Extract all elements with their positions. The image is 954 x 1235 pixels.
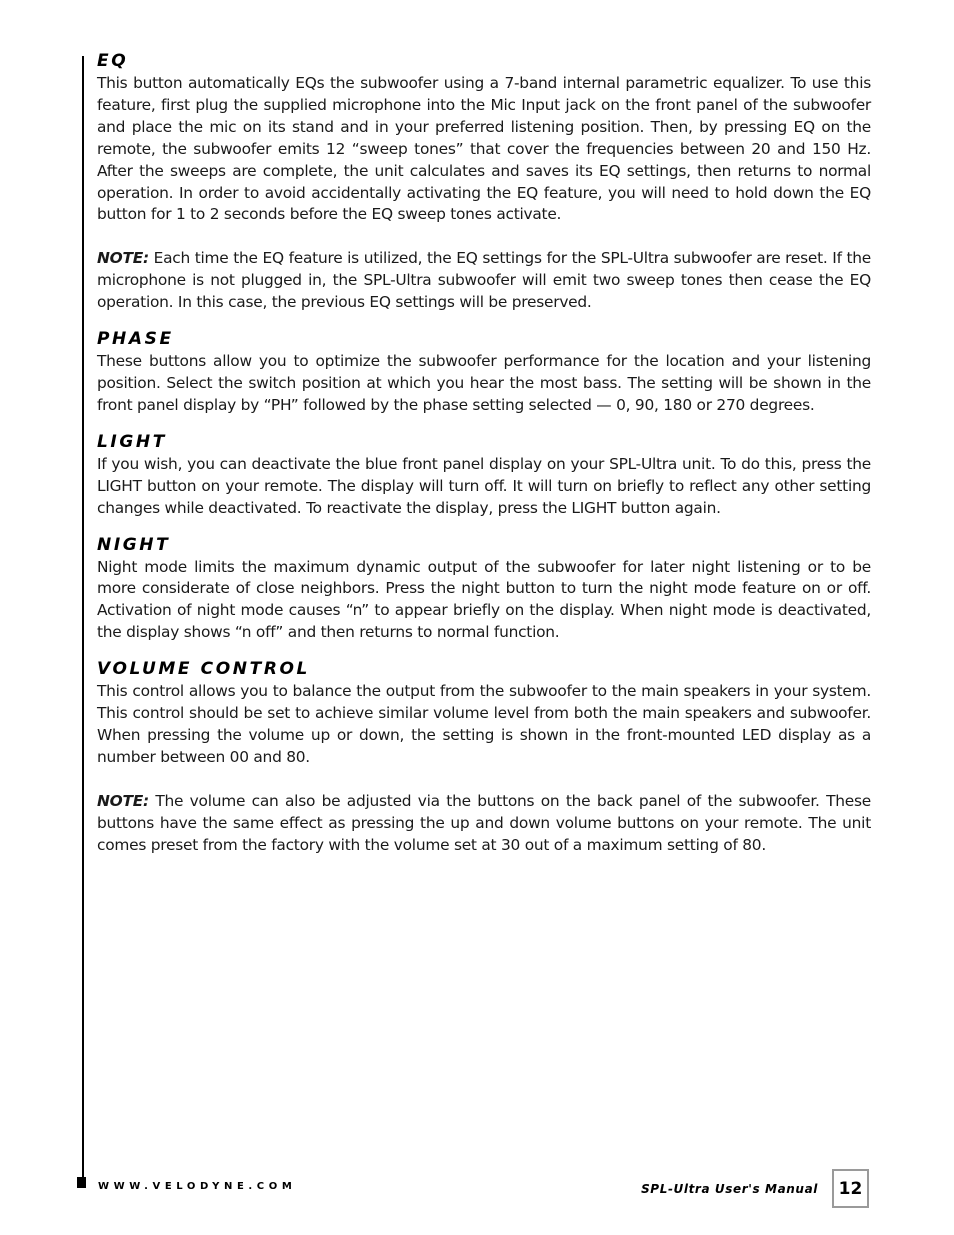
note-paragraph (97, 248, 871, 314)
page-number-box (832, 1169, 869, 1208)
paragraph (97, 454, 871, 520)
section-light (97, 430, 871, 520)
page-content (97, 49, 871, 869)
paragraph (97, 73, 871, 226)
section-heading: PHASE (97, 329, 174, 350)
paragraph (97, 681, 871, 769)
paragraph-text: This button automatically EQs the subwoofer using a 7-band internal parametric equalizer. To use this feature, first plug the supplied microphone into the Mic Input jack on the front panel of the subwoofer and place the mic on its stand and in your preferred listening position. Then, by pressing EQ on the remote, the subwoofer emits 12 “sweep tones” that cover the frequencies between 20 and 150 Hz. After the sweeps are complete, the unit calculates and saves its EQ settings, then returns to normal operation. In order to avoid accidentally activating the EQ feature, you will need to hold down the EQ button for 1 to 2 seconds before the EQ sweep tones activate. (97, 74, 871, 224)
left-margin-rule (82, 56, 84, 1184)
paragraph-text: Each time the EQ feature is utilized, the EQ settings for the SPL-Ultra subwoofer are reset. If the microphone is not plugged in, the SPL-Ultra subwoofer will emit two sweep tones then cease the EQ operation. In this case, the previous EQ settings will be preserved. (97, 249, 871, 312)
section-night (97, 533, 871, 645)
section-eq (97, 49, 871, 314)
section-heading: VOLUME CONTROL (97, 659, 310, 680)
margin-rule-end-marker (77, 1177, 86, 1188)
section-volume-control (97, 657, 871, 856)
section-heading: EQ (97, 51, 129, 71)
paragraph (97, 557, 871, 645)
note-label: NOTE: (97, 249, 149, 268)
paragraph (97, 351, 871, 417)
paragraph-text: The volume can also be adjusted via the buttons on the back panel of the subwoofer. These buttons have the same effect as pressing the up and down volume buttons on your remote. The unit comes preset from the factory with the volume set at 30 out of a maximum setting of 80. (97, 791, 871, 854)
footer-url: WWW.VELODYNE.COM (98, 1181, 297, 1192)
section-heading: NIGHT (97, 534, 171, 555)
paragraph-text: These buttons allow you to optimize the subwoofer performance for the location and your listening position. Select the switch position at which you hear the most bass. The setting will be shown in the front panel display by “PH” followed by the phase setting selected — 0, 90, 180 or 270 degrees. (97, 352, 871, 414)
note-label: NOTE: (97, 791, 149, 810)
paragraph-text: This control allows you to balance the output from the subwoofer to the main speakers in your system. This control should be set to achieve similar volume level from both the main speakers and subwoofer. When pressing the volume up or down, the setting is shown in the front-mounted LED display as a number between 00 and 80. (97, 682, 871, 766)
section-phase (97, 327, 871, 417)
paragraph-text: If you wish, you can deactivate the blue front panel display on your SPL-Ultra unit. To do this, press the LIGHT button on your remote. The display will turn off. It will turn on briefly to reflect any other setting changes while deactivated. To reactivate the display, press the LIGHT button again. (97, 454, 871, 517)
section-heading: LIGHT (97, 431, 167, 452)
page-number: 12 (838, 1178, 863, 1199)
note-paragraph (97, 791, 871, 857)
footer-manual-title: SPL-Ultra User's Manual (641, 1182, 818, 1196)
paragraph-text: Night mode limits the maximum dynamic output of the subwoofer for later night listening or to be more considerate of close neighbors. Press the night button to turn the night mode feature on or off. Activation of night mode causes “n” to appear briefly on the display. When night mode is deactivated, the display shows “n off” and then returns to normal function. (97, 557, 871, 642)
